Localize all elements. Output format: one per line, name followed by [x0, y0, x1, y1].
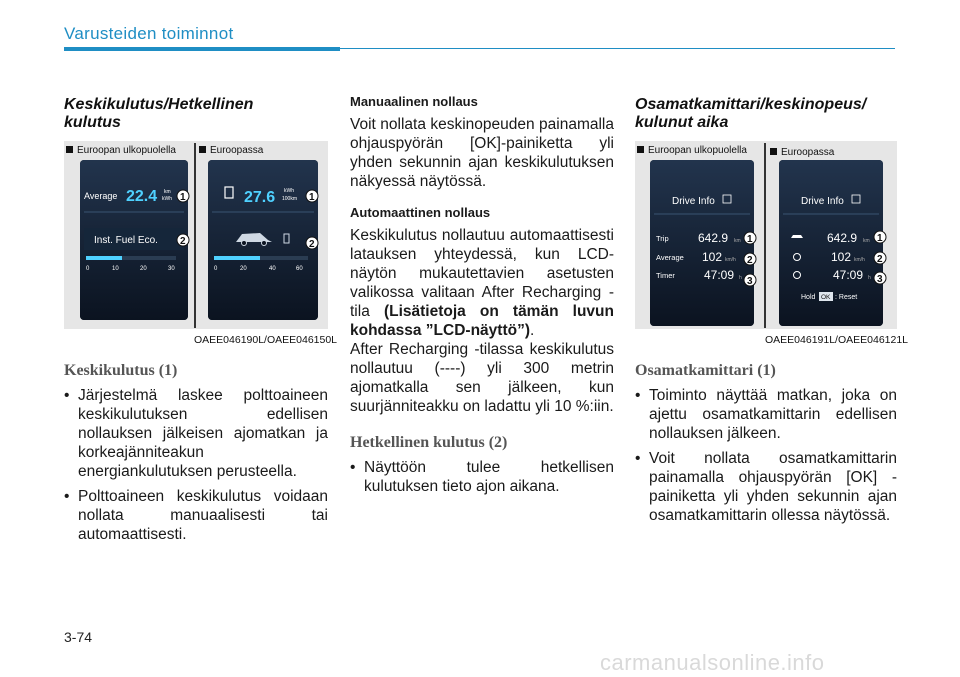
list-item: • Järjestelmä laskee polttoaineen keskikulutuksen edellisen nollauksen jälkeisen ajomatkan ja korkeajänniteakun energiankulutuksen perusteella. — [64, 386, 328, 481]
list-item: • Voit nollata osamatkamittarin painamalla ohjauspyörän [OK] -painiketta yli yhden sekunnin ajan osamatkamittarin ollessa näytössä. — [635, 449, 897, 525]
left-column — [64, 96, 328, 132]
avg-unit-top: km — [164, 189, 171, 195]
after-recharging-text: After Recharging -tilassa keskikulutus nollautuu (----) yli 300 metrin ajomatkalla sen jälkeen, kun suurjänniteakku on ladattu yli 10 %:iin. — [350, 341, 614, 415]
header-rule-thick — [64, 47, 340, 51]
middle-column — [350, 94, 614, 502]
badge-2 — [305, 236, 319, 250]
right-fig-divider — [764, 143, 766, 328]
list-item: • Polttoaineen keskikulutus voidaan nollata manuaalisesti tai automaattisesti. — [64, 487, 328, 544]
avg-label: Average — [84, 191, 118, 201]
svg-text:1: 1 — [747, 234, 753, 245]
left-body — [64, 352, 328, 550]
tick: 40 — [269, 266, 276, 272]
trip-unit: km — [734, 238, 741, 244]
right-figure-caption: OAEE046191L/OAEE046121L — [765, 334, 909, 346]
drive-info-screen-EU — [779, 160, 883, 326]
average-unit: km/h — [854, 257, 865, 263]
auto-reset-heading: Automaattinen nollaus — [350, 205, 491, 220]
trip-label: Trip — [656, 234, 669, 243]
left-figure-caption: OAEE046190L/OAEE046150L — [194, 334, 338, 346]
badge-2 — [743, 252, 757, 266]
tick: 20 — [140, 266, 147, 272]
list-item: • Näyttöön tulee hetkellisen kulutuksen tieto ajon aikana. — [350, 458, 614, 496]
ok-key: OK — [821, 294, 831, 301]
right-heading: Osamatkamittari/keskinopeus/ kulunut aika — [635, 96, 867, 131]
trip-value: 642.9 — [827, 231, 858, 245]
badge-3 — [873, 271, 887, 285]
svg-text:1: 1 — [180, 192, 186, 203]
inst-bar-fill — [86, 256, 122, 260]
trip-heading: Osamatkamittari (1) — [635, 362, 776, 379]
right-fig-label-nonEU: Euroopan ulkopuolella — [637, 145, 747, 156]
timer-value: 47:09 — [833, 268, 864, 282]
right-body — [635, 352, 897, 531]
manual-reset-heading: Manuaalinen nollaus — [350, 94, 478, 109]
badge-1 — [176, 189, 190, 203]
watermark: carmanualsonline.info — [600, 650, 825, 675]
eu-unit-top: kWh — [284, 188, 294, 194]
svg-text:1: 1 — [877, 233, 883, 244]
tick: 30 — [168, 266, 175, 272]
svg-text:2: 2 — [747, 255, 753, 266]
average-value: 102 — [702, 250, 723, 264]
eu-value: 27.6 — [244, 189, 276, 206]
timer-label: Timer — [656, 271, 675, 280]
list-item: • Toiminto näyttää matkan, joka on ajettu osamatkamittarin edellisen nollauksen jälkeen. — [635, 386, 897, 443]
badge-1 — [873, 230, 887, 244]
auto-reset-text: Keskikulutus nollautuu automaattisesti latauksen yhteydessä, kun LCD-näytön mukautettavien asetusten valikossa valitaan After Recharging -tila (Lisätietoja on tämän luvun kohdassa ”LCD-näyttö”). — [350, 227, 614, 339]
eu-consumption-screen — [208, 160, 318, 320]
tick: 0 — [86, 266, 90, 272]
header-rule-thin — [340, 48, 895, 49]
avg-heading: Keskikulutus (1) — [64, 362, 178, 379]
trip-unit: km — [863, 238, 870, 244]
left-heading: Keskikulutus/Hetkellinen kulutus — [64, 96, 254, 131]
section-title: Varusteiden toiminnot — [64, 24, 234, 43]
left-fig-label-EU: Euroopassa — [199, 145, 263, 156]
right-column — [635, 96, 897, 132]
right-fig-label-EU: Euroopassa — [770, 147, 834, 158]
badge-2 — [176, 233, 190, 247]
tick: 10 — [112, 266, 119, 272]
eu-unit-bottom: 100km — [282, 196, 298, 202]
inst-fuel-eco-label: Inst. Fuel Eco. — [94, 235, 158, 246]
drive-info-screen-nonEU — [650, 160, 754, 326]
svg-text:1: 1 — [309, 192, 315, 203]
page-number: 3-74 — [64, 629, 93, 645]
trip-value: 642.9 — [698, 231, 729, 245]
trip-car-icon — [791, 235, 803, 238]
badge-1 — [743, 231, 757, 245]
badge-3 — [743, 273, 757, 287]
tick: 0 — [214, 266, 218, 272]
left-fig-divider — [194, 143, 196, 328]
reset-text: : Reset — [835, 294, 858, 301]
avg-unit-bottom: kWh — [162, 196, 172, 202]
badge-2 — [873, 251, 887, 265]
left-fig-label-nonEU: Euroopan ulkopuolella — [66, 145, 176, 156]
badge-1 — [305, 189, 319, 203]
drive-info-title: Drive Info — [672, 196, 715, 207]
average-label: Average — [656, 253, 684, 262]
timer-unit: h — [868, 275, 871, 281]
inst-heading: Hetkellinen kulutus (2) — [350, 434, 508, 451]
average-unit: km/h — [725, 257, 736, 263]
svg-text:2: 2 — [877, 254, 883, 265]
svg-text:3: 3 — [877, 274, 883, 285]
average-consumption-screen — [80, 160, 188, 320]
svg-text:3: 3 — [747, 276, 753, 287]
svg-text:2: 2 — [180, 236, 186, 247]
timer-unit: h — [739, 275, 742, 281]
drive-info-title: Drive Info — [801, 196, 844, 207]
manual-reset-text: Voit nollata keskinopeuden painamalla ohjauspyörän [OK]-painiketta yli yhden sekunnin ajan keskikulutuksen näkyessä näytössä. — [350, 116, 614, 190]
timer-value: 47:09 — [704, 268, 735, 282]
tick: 60 — [296, 266, 303, 272]
hold-text: Hold — [801, 294, 816, 301]
svg-text:2: 2 — [309, 239, 315, 250]
tick: 20 — [240, 266, 247, 272]
eu-bar-fill — [214, 256, 260, 260]
avg-value: 22.4 — [126, 188, 158, 205]
average-value: 102 — [831, 250, 852, 264]
